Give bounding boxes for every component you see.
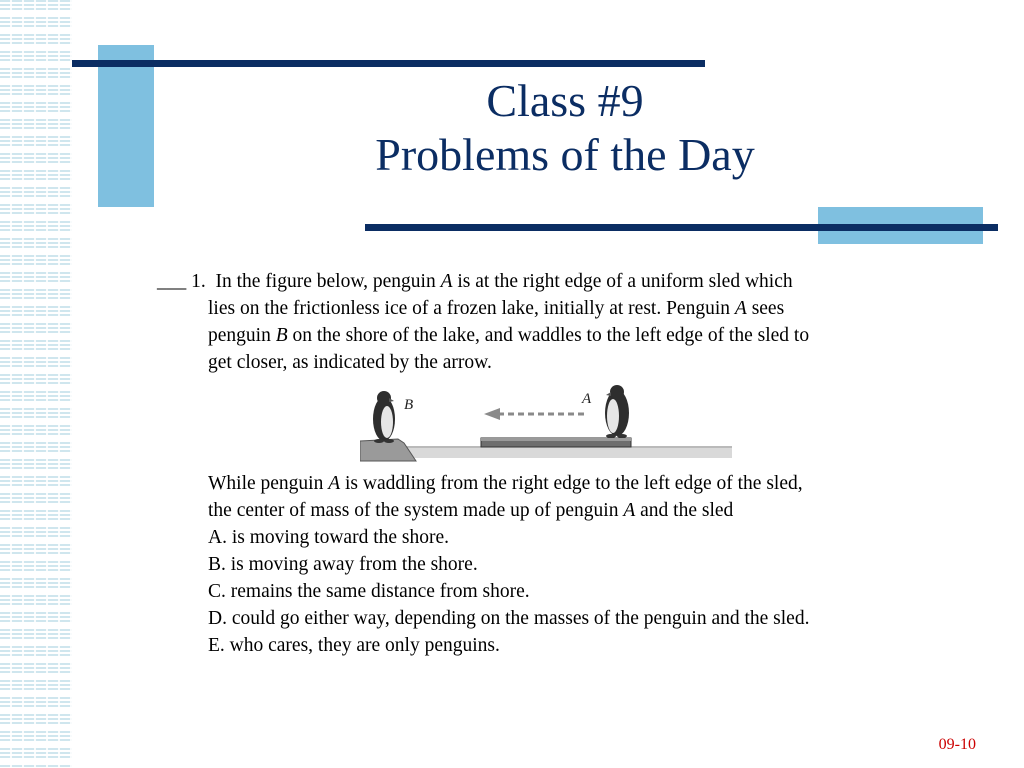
choice-b: B. is moving away from the shore. [208,554,478,575]
decorative-stripe-band [0,0,72,768]
decorative-rule-top [72,60,705,67]
answer-blank: ___ [157,271,187,292]
penguin-a-ref: A [623,500,636,521]
prompt-text-part: the center of mass of the system made up of penguin [208,500,624,521]
penguin-b-ref: B [275,325,288,346]
question-text-part: In the figure below, penguin [215,271,441,292]
decorative-blue-block-top [98,45,154,207]
choice-d: D. could go either way, depending on the masses of the penguin and the sled. [208,608,810,629]
question-line-2 [157,295,927,322]
penguin-sled-figure [360,383,732,463]
label-a: A [582,391,592,407]
label-b: B [404,397,414,413]
penguin-a-ref: A [328,473,341,494]
penguin-a-ref: A [734,298,747,319]
prompt-text-part: is waddling from the right edge to the left edge of the sled, [340,473,803,494]
question-text-part: on the shore of the lake, and waddles to the left edge of the sled to [287,325,810,346]
choice-e: E. who cares, they are only penguins. [208,635,500,656]
title-line-2: Problems of the Day [375,129,755,180]
prompt-line-1 [208,470,968,497]
question-text-part: is at the right edge of a uniform sled which [452,271,793,292]
question-text [157,268,927,376]
penguin-b-icon [373,391,395,443]
choice-c: C. remains the same distance from shore. [208,581,530,602]
arrow-left-icon [484,408,588,420]
penguin-a-ref: A [440,271,453,292]
question-number: 1. [191,271,206,292]
slide-number: 09-10 [938,736,976,753]
decorative-rule-right [365,224,998,231]
prompt-line-2 [208,497,968,524]
question-line-1 [157,268,927,295]
question-text-part: lies on the frictionless ice of a frozen lake, initially at rest. Penguin [208,298,735,319]
prompt-text-part: While penguin [208,473,329,494]
answer-section [208,470,968,659]
question-line-4: get closer, as indicated by the arrow. [208,352,492,373]
slide-title [300,74,830,182]
ice-surface [360,446,732,458]
question-text-part: penguin [208,325,276,346]
question-line-3 [157,322,927,349]
question-text-part: sees [746,298,785,319]
choice-a: A. is moving toward the shore. [208,527,450,548]
prompt-text-part: and the sled [635,500,734,521]
penguin-a-icon [605,385,629,438]
title-line-1: Class #9 [486,75,644,126]
